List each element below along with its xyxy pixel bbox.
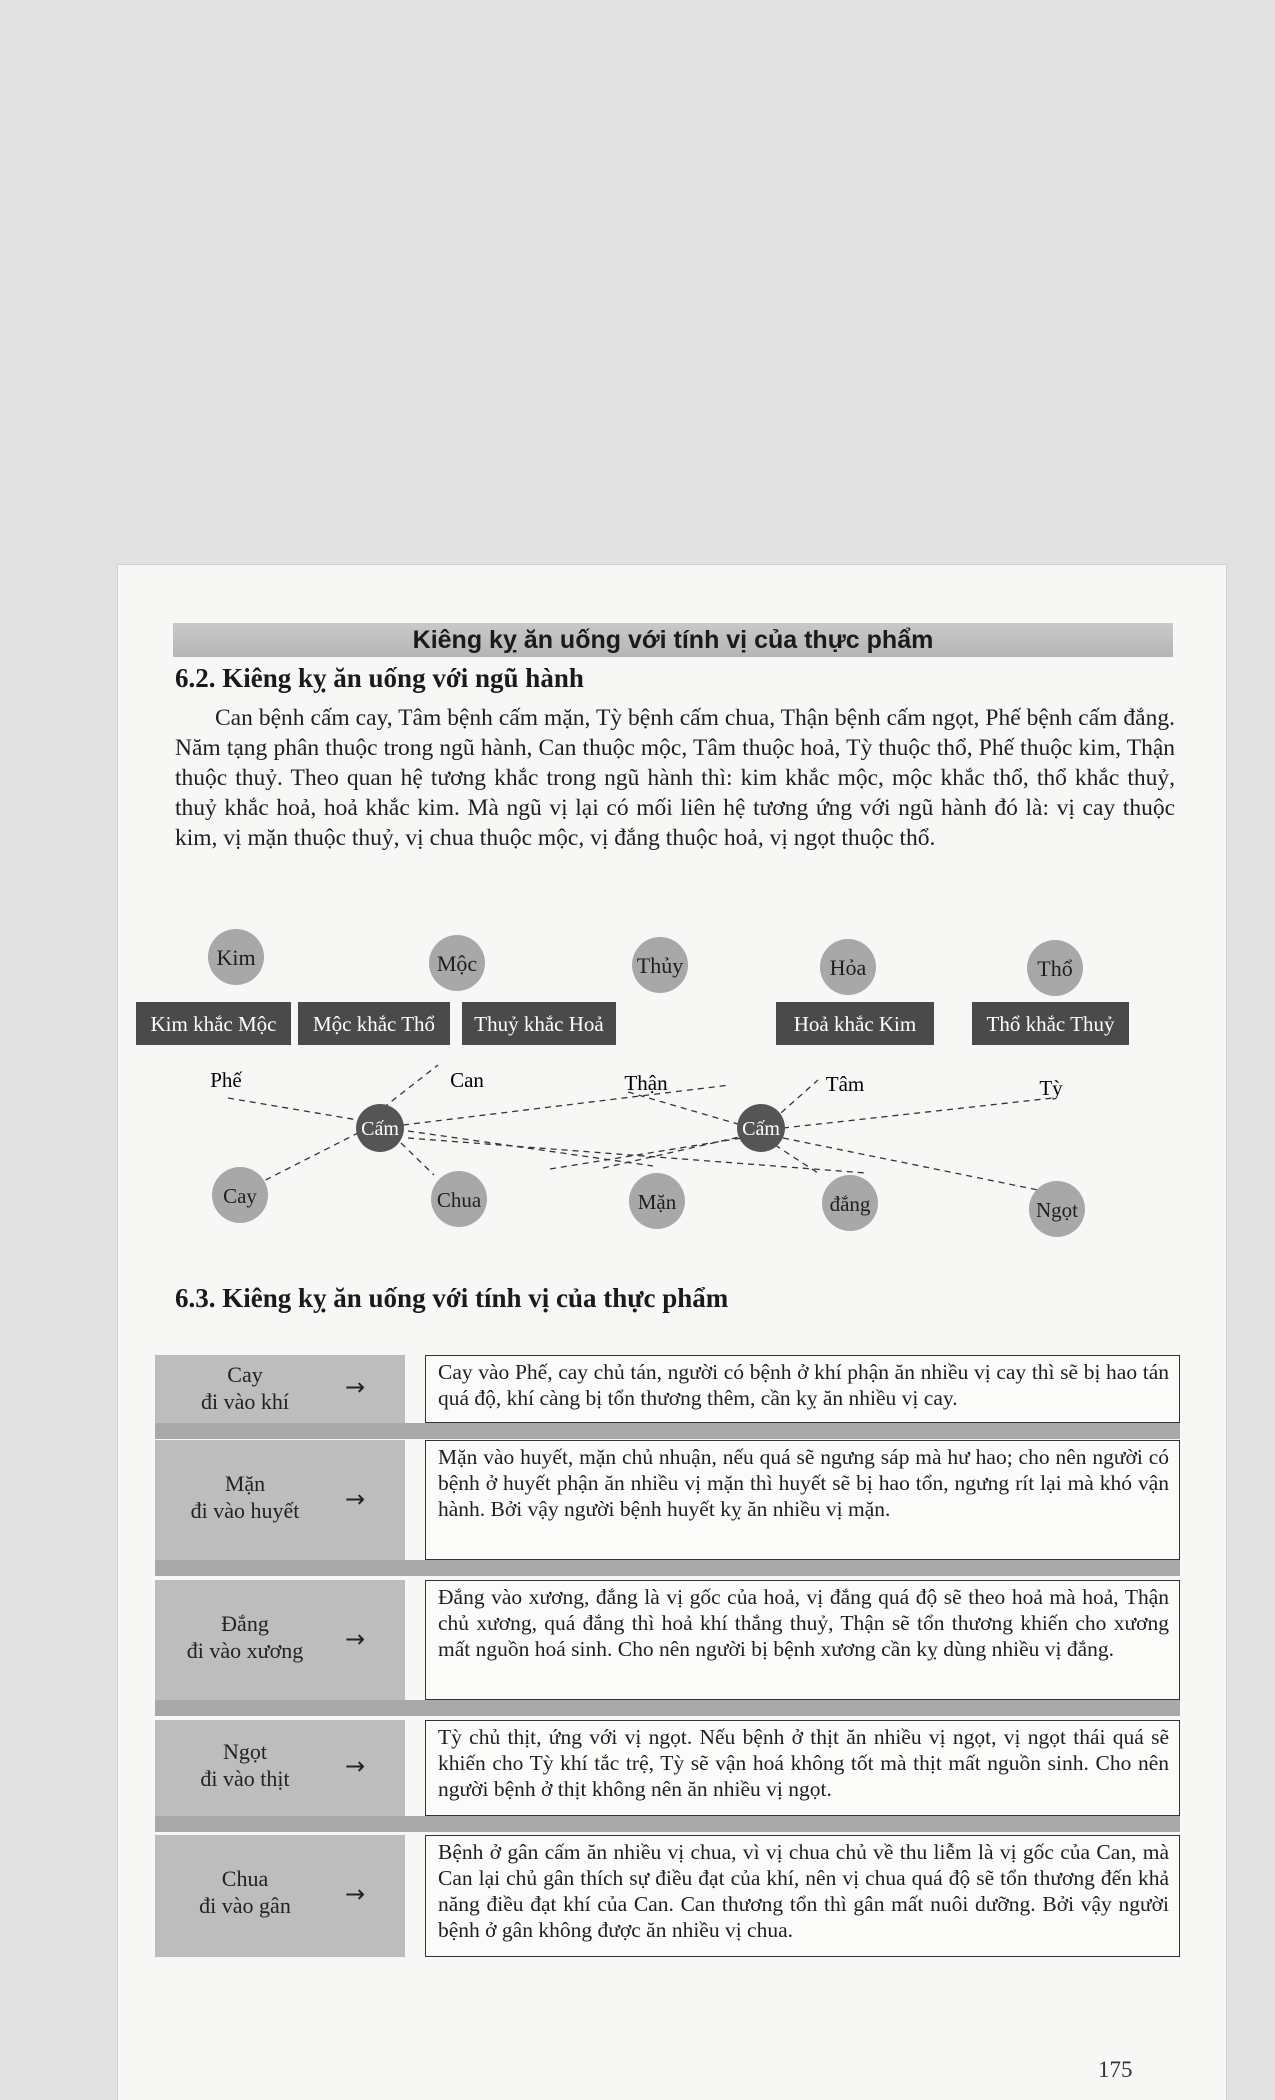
svg-text:Cay: Cay: [223, 1184, 257, 1208]
row-description: Mặn vào huyết, mặn chủ nhuận, nếu quá sẽ ngưng sáp mà hư hao; cho nên người có bệnh ở huyết phận ăn nhiều vị mặn thì huyết sẽ bị hao tổn, ngưng rít lại mà khó vận hành. Bởi vậy người bệnh huyết kỵ ăn nhiều vị mặn.: [425, 1440, 1180, 1560]
row-taste-label: Mặn: [224, 1471, 266, 1496]
taste-dang-node: [822, 1175, 878, 1231]
relation-tho-thuy: [972, 1002, 1129, 1045]
arrow-right-icon: →: [345, 1880, 366, 1908]
svg-text:Cấm: Cấm: [742, 1118, 780, 1140]
svg-text:đắng: đắng: [829, 1192, 871, 1216]
svg-text:Chua: Chua: [436, 1188, 482, 1212]
taste-row-dang: [155, 1580, 1180, 1700]
relation-kim-moc: [136, 1002, 291, 1045]
arrow-right-icon: →: [345, 1625, 366, 1653]
row-taste-label: Chua: [221, 1866, 269, 1891]
row-separator: [155, 1700, 1180, 1716]
taste-row-ngot: [155, 1720, 1180, 1816]
row-description: Tỳ chủ thịt, ứng với vị ngọt. Nếu bệnh ở thịt ăn nhiều vị ngọt, vị ngọt thái quá sẽ khiến cho Tỳ khí tắc trệ, Tỳ sẽ vận hoá không tốt mà thịt mất nguồn sinh. Cho nên người bệnh ở thịt không nên ăn nhiều vị ngọt.: [425, 1720, 1180, 1816]
row-taste-label: Ngọt: [223, 1739, 267, 1764]
element-label: Thổ: [1037, 956, 1073, 981]
arrow-right-icon: →: [345, 1485, 366, 1513]
row-description: Đắng vào xương, đắng là vị gốc của hoả, vị đắng quá độ sẽ theo hoả mà hoả, Thận chủ xương, quá đắng thì hoả khí thắng thuỷ, Thận sẽ tổn thương khiến cho xương mất nguồn hoá sinh. Cho nên người bị bệnh xương cần kỵ dùng nhiều vị đắng.: [425, 1580, 1180, 1700]
row-description: Cay vào Phế, cay chủ tán, người có bệnh ở khí phận ăn nhiều vị cay thì sẽ bị hao tán quá độ, khí càng bị tổn thương thêm, cần kỵ ăn nhiều vị cay.: [425, 1355, 1180, 1423]
section-6-2-paragraph: Can bệnh cấm cay, Tâm bệnh cấm mặn, Tỳ bệnh cấm chua, Thận bệnh cấm ngọt, Phế bệnh cấm đắng. Năm tạng phân thuộc trong ngũ hành, Can thuộc mộc, Tâm thuộc hoả, Tỳ thuộc thổ, Phế thuộc kim, Thận thuộc thuỷ. Theo quan hệ tương khắc trong ngũ hành thì: kim khắc mộc, mộc khắc thổ, thổ khắc thuỷ, thuỷ khắc hoả, hoả khắc kim. Mà ngũ vị lại có mối liên hệ tương ứng với ngũ hành đó là: vị cay thuộc kim, vị mặn thuộc thuỷ, vị chua thuộc mộc, vị đắng thuộc hoả, vị ngọt thuộc thổ.: [175, 705, 1175, 851]
svg-text:Thổ khắc Thuỷ: Thổ khắc Thuỷ: [986, 1012, 1115, 1036]
organ-tam-label: Tâm: [825, 1072, 865, 1096]
element-label: Hỏa: [829, 955, 867, 980]
relation-thuy-hoa: [462, 1002, 616, 1045]
organ-ty-label: Tỳ: [1039, 1076, 1063, 1100]
row-target-label: đi vào xương: [186, 1638, 304, 1663]
forbid-node-left: [356, 1104, 404, 1152]
element-label: Thủy: [636, 953, 684, 978]
taste-ngot-node: [1029, 1181, 1085, 1237]
taste-row-man: [155, 1440, 1180, 1560]
row-target-label: đi vào gân: [199, 1893, 291, 1918]
relation-moc-tho: [298, 1002, 450, 1045]
element-moc-node: [429, 935, 485, 991]
row-separator: [155, 1423, 1180, 1439]
row-taste-label: Cay: [227, 1362, 263, 1387]
row-taste-label: Đắng: [221, 1611, 269, 1636]
element-tho-node: [1027, 940, 1083, 996]
row-description: Bệnh ở gân cấm ăn nhiều vị chua, vì vị chua chủ về thu liễm là vị gốc của Can, mà Can lại chủ gân thích sự điều đạt của khí, nên vị chua quá độ sẽ tổn thương đến khả năng điều đạt khí của Can. Can thương tổn thì gân mất nuôi dưỡng. Bởi vậy người bệnh ở gân không được ăn nhiều vị chua.: [425, 1835, 1180, 1957]
arrow-right-icon: →: [345, 1373, 366, 1401]
book-page: [118, 565, 1226, 2100]
five-elements-diagram: [118, 565, 1226, 1345]
section-6-3-title: 6.3. Kiêng kỵ ăn uống với tính vị của thực phẩm: [175, 1283, 729, 1313]
row-target-label: đi vào khí: [201, 1389, 289, 1414]
element-label: Kim: [216, 945, 256, 970]
element-hoa-node: [820, 939, 876, 995]
row-separator: [155, 1560, 1180, 1576]
organ-can-label: Can: [450, 1068, 484, 1092]
taste-cay-node: [212, 1167, 268, 1223]
taste-man-node: [629, 1173, 685, 1229]
element-thuy-node: [632, 937, 688, 993]
svg-text:Ngọt: Ngọt: [1036, 1198, 1078, 1222]
svg-text:Thuỷ khắc Hoả: Thuỷ khắc Hoả: [474, 1012, 604, 1036]
organ-than-label: Thận: [624, 1071, 668, 1095]
section-6-2-title: 6.2. Kiêng kỵ ăn uống với ngũ hành: [175, 663, 584, 693]
svg-text:Mộc khắc Thổ: Mộc khắc Thổ: [312, 1012, 436, 1036]
svg-text:Cấm: Cấm: [361, 1118, 399, 1140]
svg-text:Kim khắc Mộc: Kim khắc Mộc: [150, 1012, 277, 1036]
row-target-label: đi vào huyết: [190, 1498, 300, 1523]
arrow-right-icon: →: [345, 1752, 366, 1780]
svg-text:Mặn: Mặn: [637, 1190, 677, 1214]
row-target-label: đi vào thịt: [200, 1766, 290, 1791]
organ-phe-label: Phế: [210, 1068, 242, 1092]
taste-chua-node: [431, 1171, 487, 1227]
svg-text:Hoả khắc Kim: Hoả khắc Kim: [793, 1012, 917, 1036]
page-number: 175: [1098, 2057, 1133, 2082]
row-separator: [155, 1816, 1180, 1832]
element-kim-node: [208, 929, 264, 985]
relation-hoa-kim: [776, 1002, 934, 1045]
taste-row-cay: [155, 1355, 1180, 1423]
element-label: Mộc: [436, 951, 478, 976]
running-header: Kiêng kỵ ăn uống với tính vị của thực phẩm: [173, 623, 1173, 657]
forbid-node-right: [737, 1104, 785, 1152]
taste-row-chua: [155, 1835, 1180, 1957]
